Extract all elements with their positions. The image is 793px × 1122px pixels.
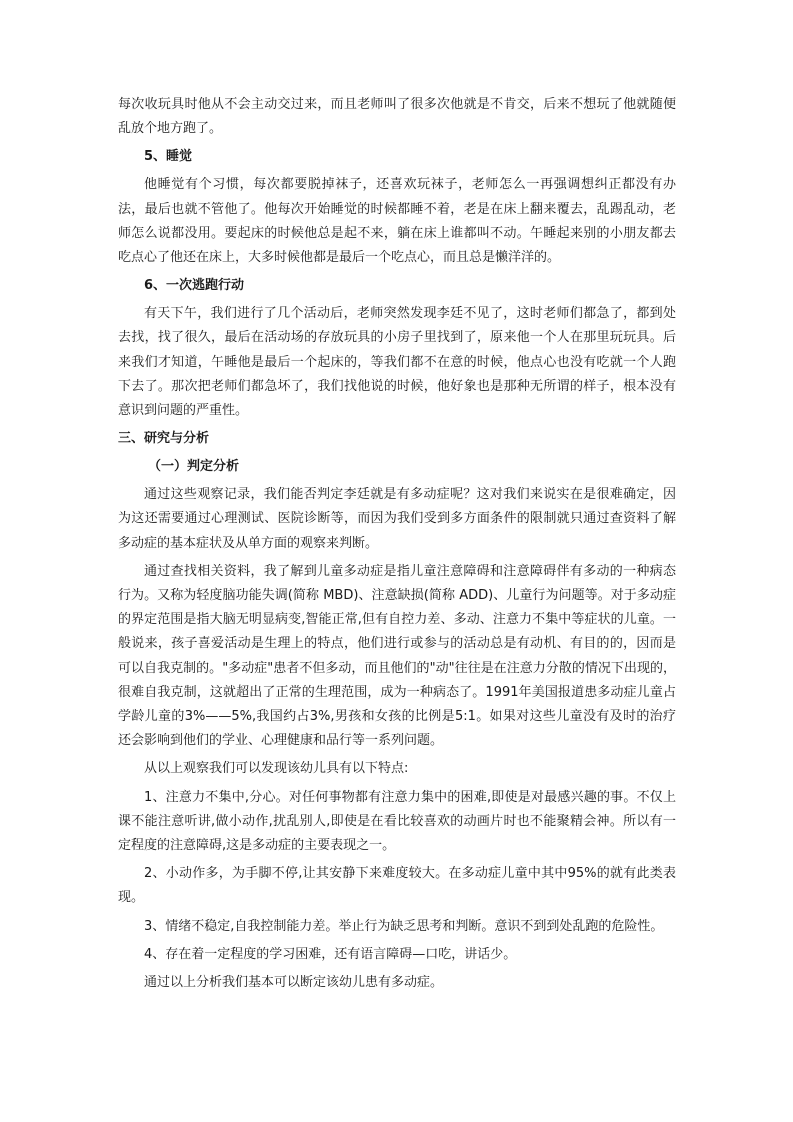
paragraph-conclusion: 通过以上分析我们基本可以断定该幼儿患有多动症。 <box>144 975 444 991</box>
list-item-learning: 4、存在着一定程度的学习困难，还有语言障碍—口吃，讲话少。 <box>144 946 517 962</box>
document-page <box>118 93 676 999</box>
heading-sleep: 5、睡觉 <box>144 149 193 165</box>
heading-escape: 6、一次逃跑行动 <box>144 278 245 294</box>
list-item-emotion: 3、情绪不稳定,自我控制能力差。举止行为缺乏思考和判断。意识不到到处乱跑的危险性。 <box>144 918 664 934</box>
list-item-attention: 1、注意力不集中,分心。对任何事物都有注意力集中的困难,即使是对最感兴趣的事。不仅上课不能注意听讲,做小动作,扰乱别人,即使是在看比较喜欢的动画片时也不能聚精会神。所以有一定程度的注意障碍,这是多动症的主要表现之一。 <box>118 789 676 854</box>
list-item-small-movements: 2、小动作多，为手脚不停,让其安静下来难度较大。在多动症儿童中其中95%的就有此类表现。 <box>118 866 676 906</box>
heading-research-analysis: 三、研究与分析 <box>118 431 210 447</box>
paragraph-features-intro: 从以上观察我们可以发现该幼儿具有以下特点: <box>144 761 409 777</box>
paragraph-toys: 每次收玩具时他从不会主动交过来，而且老师叫了很多次他就是不肯交，后来不想玩了他就随便乱放个地方跑了。 <box>118 97 676 137</box>
paragraph-adhd-definition: 通过查找相关资料，我了解到儿童多动症是指儿童注意障碍和注意障碍伴有多动的一种病态行为。又称为轻度脑功能失调(简称 MBD)、注意缺损(简称 ADD)、儿童行为问题等。对于多动症的界定范围是指大脑无明显病变,智能正常,但有自控力差、多动、注意力不集中等症状的儿童。一般说来，孩子喜爱活动是生理上的特点，他们进行或参与的活动总是有动机、有目的的，因而是可以自我克制的。"多动症"患者不但多动，而且他们的"动"往往是在注意力分散的情况下出现的，很难自我克制，这就超出了正常的生理范围，成为一种病态了。1991年美国报道患多动症儿童占学龄儿童的3%——5%,我国约占3%,男孩和女孩的比例是5:1。如果对这些儿童没有及时的治疗还会影响到他们的学业、心理健康和品行等一系列问题。 <box>118 563 676 749</box>
paragraph-observation-records: 通过这些观察记录，我们能否判定李廷就是有多动症呢？这对我们来说实在是很难确定，因为这还需要通过心理测试、医院诊断等，而因为我们受到多方面条件的限制就只通过查资料了解多动症的基本症状及从单方面的观察来判断。 <box>118 487 676 551</box>
paragraph-sleep: 他睡觉有个习惯，每次都要脱掉袜子，还喜欢玩袜子，老师怎么一再强调想纠正都没有办法，最后也就不管他了。他每次开始睡觉的时候都睡不着，老是在床上翻来覆去，乱踢乱动，老师怎么说都没用。要起床的时候他总是起不来，躺在床上谁都叫不动。午睡起来别的小朋友都去吃点心了他还在床上，大多时候他都是最后一个吃点心，而且总是懒洋洋的。 <box>118 177 676 266</box>
paragraph-escape: 有天下午，我们进行了几个活动后，老师突然发现李廷不见了，这时老师们都急了，都到处去找，找了很久，最后在活动场的存放玩具的小房子里找到了，原来他一个人在那里玩玩具。后来我们才知道，午睡他是最后一个起床的，等我们都不在意的时候，他点心也没有吃就一个人跑下去了。那次把老师们都急坏了，我们找他说的时候，他好象也是那种无所谓的样子，根本没有意识到问题的严重性。 <box>118 306 676 419</box>
heading-judgement-analysis: （一）判定分析 <box>148 459 240 475</box>
